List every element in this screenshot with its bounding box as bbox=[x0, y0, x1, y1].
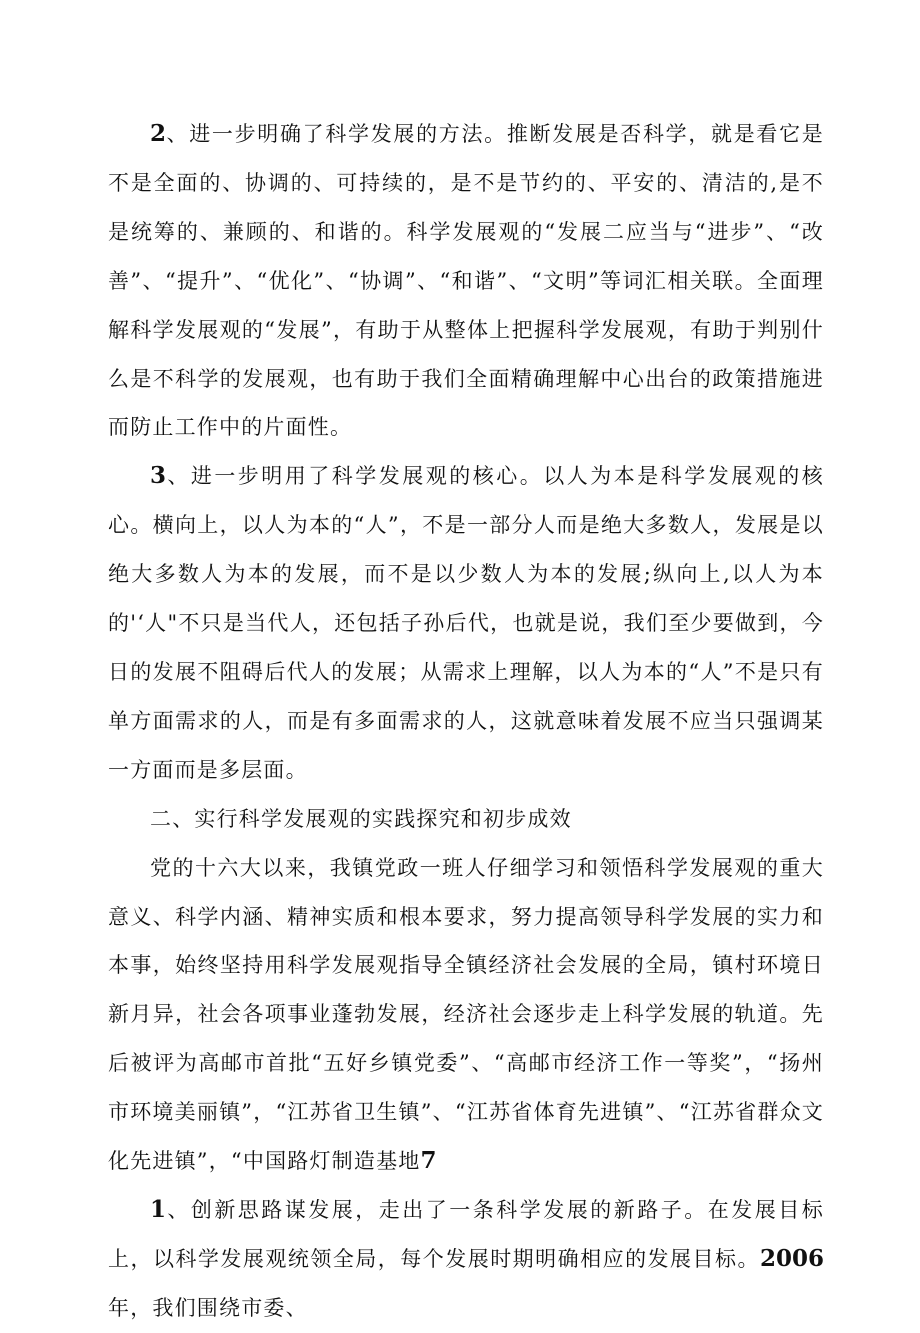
paragraph-number: 2 bbox=[150, 120, 167, 147]
paragraph-method bbox=[108, 110, 824, 452]
paragraph-text-continued: 年，我们围绕市委、 bbox=[108, 1295, 308, 1320]
trailing-number: 7 bbox=[420, 1147, 437, 1175]
paragraph-text: 、进一步明确了科学发展的方法。推断发展是否科学，就是看它是不是全面的、协调的、可持续的，是不是节约的、平安的、清洁的,是不是统筹的、兼顾的、和谐的。科学发展观的“发展二应当与“进步”、“改善”、“提升”、“优化”、“协调”、“和谐”、“文明”等词汇相关联。全面理解科学发展观的“发展”，有助于从整体上把握科学发展观，有助于判别什么是不科学的发展观，也有助于我们全面精确理解中心出台的政策措施进而防止工作中的片面性。 bbox=[108, 122, 824, 440]
year-number: 2006 bbox=[759, 1244, 824, 1272]
paragraph-number: 3 bbox=[150, 462, 167, 490]
paragraph-innovation bbox=[108, 1186, 824, 1333]
paragraph-text: 党的十六大以来，我镇党政一班人仔细学习和领悟科学发展观的重大意义、科学内涵、精神实质和根本要求，努力提高领导科学发展的实力和本事，始终坚持用科学发展观指导全镇经济社会发展的全局，镇村环境日新月异，社会各项事业蓬勃发展，经济社会逐步走上科学发展的轨道。先后被评为高邮市首批“五好乡镇党委”、“高邮市经济工作一等奖”，“扬州市环境美丽镇”，“江苏省卫生镇”、“江苏省体育先进镇”、“江苏省群众文化先进镇”，“中国路灯制造基地 bbox=[108, 855, 824, 1174]
section-heading: 二、实行科学发展观的实践探究和初步成效 bbox=[150, 806, 572, 831]
paragraph-achievements bbox=[108, 844, 824, 1186]
paragraph-text: 、创新思路谋发展，走出了一条科学发展的新路子。在发展目标上，以科学发展观统领全局，每个发展时期明确相应的发展目标。 bbox=[108, 1197, 824, 1271]
paragraph-text: 、进一步明用了科学发展观的核心。以人为本是科学发展观的核心。横向上，以人为本的“人”，不是一部分人而是绝大多数人，发展是以绝大多数人为本的发展，而不是以少数人为本的发展;纵向上,以人为本的'‘人"不只是当代人，还包括子孙后代，也就是说，我们至少要做到，今日的发展不阻碍后代人的发展；从需求上理解，以人为本的“人”不是只有单方面需求的人，而是有多面需求的人，这就意味着发展不应当只强调某一方面而是多层面。 bbox=[108, 464, 824, 782]
document-body bbox=[108, 110, 824, 1333]
paragraph-core bbox=[108, 452, 824, 794]
paragraph-number: 1 bbox=[150, 1195, 167, 1223]
